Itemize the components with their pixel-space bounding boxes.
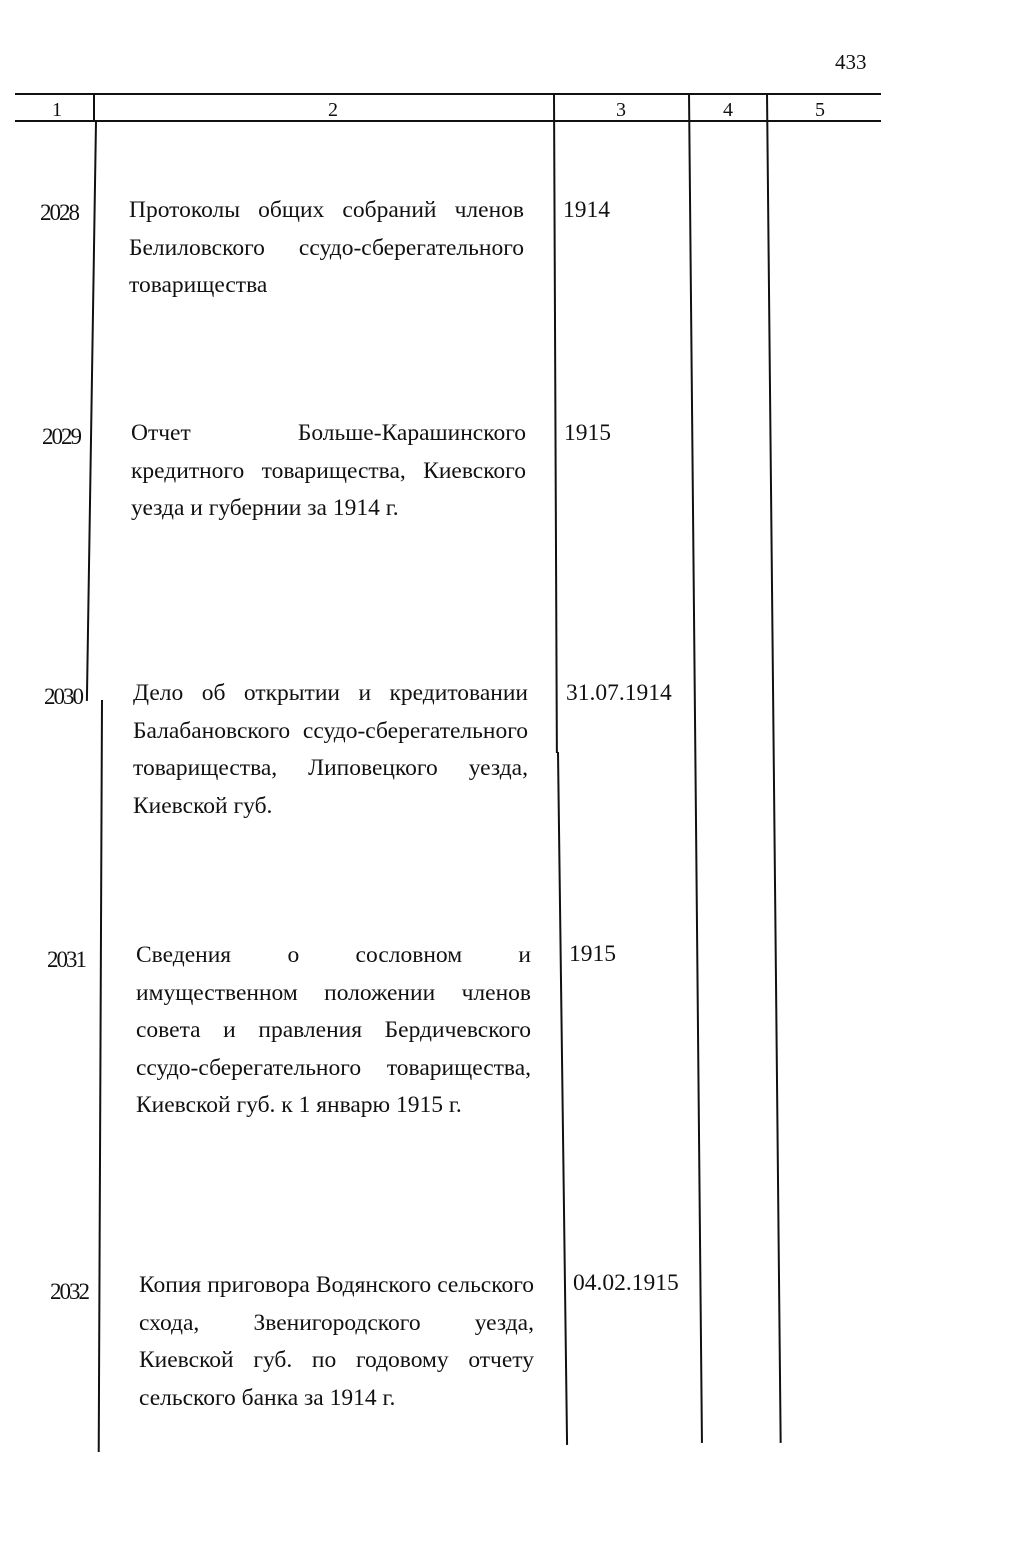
row-2032-description: Копия приговора Водянского сельского схода, Звенигородского уезда, Киевской губ. по годовому отчету сельского банка за 1914 г. bbox=[139, 1272, 534, 1411]
column-divider-1-body-lower bbox=[98, 700, 103, 1452]
row-2028-number: 2028 bbox=[40, 200, 78, 225]
row-2031-date: 1915 bbox=[569, 941, 616, 967]
row-2029-description: Отчет Больше-Карашинского кредитного товарищества, Киевского уезда и губернии за 1914 г. bbox=[131, 420, 526, 521]
header-bottom-rule bbox=[15, 120, 881, 122]
row-2031-description: Сведения о сословном и имущественном положении членов совета и правления Бердичевского ссудо-сберегательного товарищества, Киевской губ. к 1 январю 1915 г. bbox=[136, 942, 531, 1118]
row-2030-description: Дело об открытии и кредитовании Балабановского ссудо-сберегательного товарищества, Липовецкого уезда, Киевской губ. bbox=[133, 680, 528, 819]
column-divider-1 bbox=[93, 93, 95, 121]
column-header-3: 3 bbox=[616, 99, 626, 121]
column-divider-4 bbox=[766, 93, 782, 1443]
row-2028-description: Протоколы общих собраний членов Белиловского ссудо-сберегательного товарищества bbox=[129, 197, 524, 298]
row-2031-number: 2031 bbox=[47, 947, 85, 972]
row-2028-date: 1914 bbox=[563, 197, 610, 223]
row-2029-number: 2029 bbox=[42, 424, 80, 449]
row-2030-number: 2030 bbox=[44, 684, 82, 709]
page-number: 433 bbox=[835, 50, 867, 74]
row-2032-date: 04.02.1915 bbox=[573, 1270, 679, 1296]
column-header-4: 4 bbox=[723, 99, 733, 121]
column-divider-2 bbox=[553, 93, 558, 753]
row-2030-date: 31.07.1914 bbox=[566, 680, 672, 706]
column-divider-3 bbox=[688, 93, 703, 1443]
row-2032-number: 2032 bbox=[50, 1279, 88, 1304]
column-header-1: 1 bbox=[52, 99, 62, 121]
column-divider-1-body bbox=[86, 121, 97, 701]
header-top-rule bbox=[15, 93, 881, 95]
row-2029-date: 1915 bbox=[564, 420, 611, 446]
column-header-5: 5 bbox=[815, 99, 825, 121]
column-header-2: 2 bbox=[328, 99, 338, 121]
column-divider-2-lower bbox=[557, 752, 568, 1445]
